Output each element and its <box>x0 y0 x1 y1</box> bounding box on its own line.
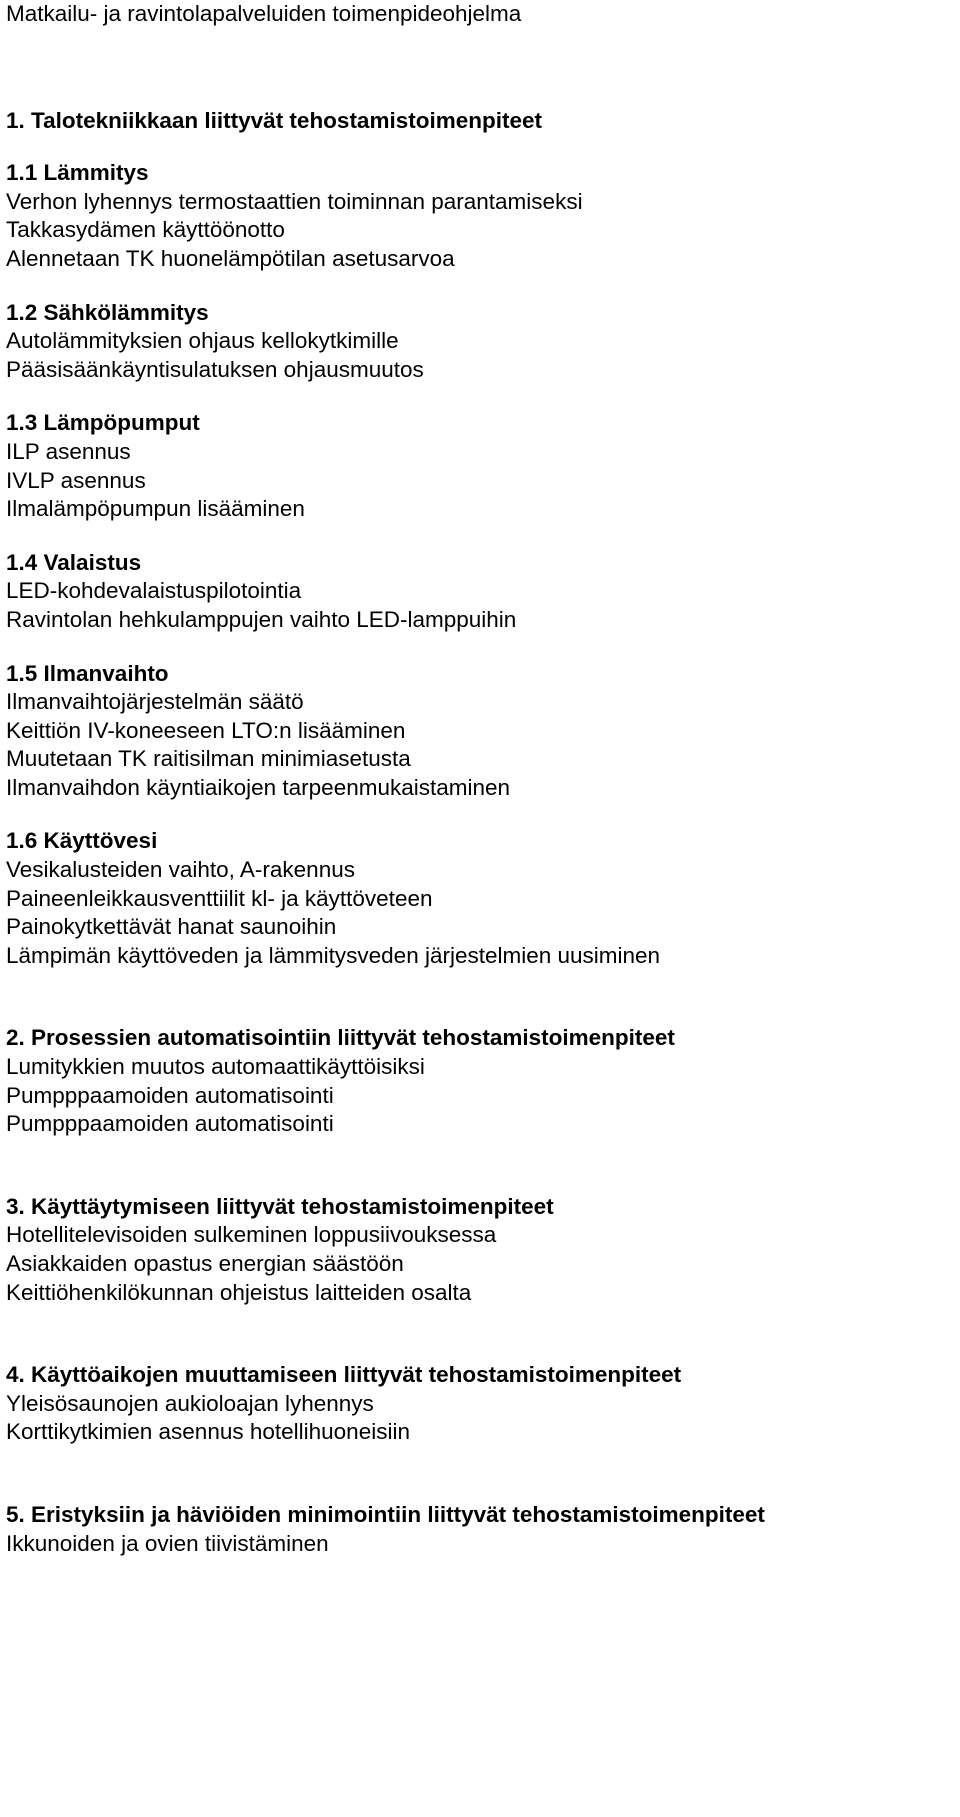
subsection-1-4 <box>6 549 956 635</box>
subsection-1-1 <box>6 159 956 273</box>
list-item: Pääsisäänkäyntisulatuksen ohjausmuutos <box>6 356 424 382</box>
list-item: Hotellitelevisoiden sulkeminen loppusiivouksessa <box>6 1222 497 1248</box>
subsection-heading: 1.2 Sähkölämmitys <box>6 299 209 325</box>
list-item: Yleisösaunojen aukioloajan lyhennys <box>6 1390 374 1416</box>
subsection-heading: 1.1 Lämmitys <box>6 160 149 186</box>
list-item: Keittiön IV-koneeseen LTO:n lisääminen <box>6 717 406 743</box>
document-body <box>6 0 956 1558</box>
section-4 <box>6 1361 956 1447</box>
list-item: Pumpppaamoiden automatisointi <box>6 1082 334 1108</box>
section-5 <box>6 1501 956 1558</box>
list-item: Lämpimän käyttöveden ja lämmitysveden järjestelmien uusiminen <box>6 942 661 968</box>
list-item: ILP asennus <box>6 438 131 464</box>
list-item: Autolämmityksien ohjaus kellokytkimille <box>6 328 399 354</box>
list-item: Ravintolan hehkulamppujen vaihto LED-lamppuihin <box>6 606 517 632</box>
section-1 <box>6 107 956 971</box>
list-item: Pumpppaamoiden automatisointi <box>6 1111 334 1137</box>
list-item: Muutetaan TK raitisilman minimiasetusta <box>6 746 411 772</box>
list-item: Ilmalämpöpumpun lisääminen <box>6 496 305 522</box>
list-item: Asiakkaiden opastus energian säästöön <box>6 1251 404 1276</box>
list-item: Keittiöhenkilökunnan ohjeistus laitteiden osalta <box>6 1279 472 1305</box>
list-item: Painokytkettävät hanat saunoihin <box>6 914 337 940</box>
list-item: Paineenleikkausventtiilit kl- ja käyttöveteen <box>6 885 433 911</box>
subsection-heading: 1.5 Ilmanvaihto <box>6 660 169 686</box>
list-item: Ikkunoiden ja ovien tiivistäminen <box>6 1530 329 1556</box>
subsection-1-6 <box>6 827 956 970</box>
section-2-heading: 2. Prosessien automatisointiin liittyvät tehostamistoimenpiteet <box>6 1025 675 1051</box>
section-1-heading: 1. Talotekniikkaan liittyvät tehostamistoimenpiteet <box>6 107 542 133</box>
subsection-heading: 1.3 Lämpöpumput <box>6 410 200 436</box>
section-5-heading: 5. Eristyksiin ja häviöiden minimointiin liittyvät tehostamistoimenpiteet <box>6 1501 765 1527</box>
list-item: Verhon lyhennys termostaattien toiminnan parantamiseksi <box>6 188 583 214</box>
list-item: Takkasydämen käyttöönotto <box>6 217 285 243</box>
list-item: Lumitykkien muutos automaattikäyttöisiksi <box>6 1054 425 1080</box>
section-3 <box>6 1193 956 1307</box>
document-title: Matkailu- ja ravintolapalveluiden toimenpideohjelma <box>6 1 522 26</box>
subsection-1-3 <box>6 409 956 523</box>
list-item: Korttikytkimien asennus hotellihuoneisiin <box>6 1419 410 1445</box>
section-2 <box>6 1024 956 1138</box>
section-3-heading: 3. Käyttäytymiseen liittyvät tehostamistoimenpiteet <box>6 1193 554 1219</box>
list-item: LED-kohdevalaistuspilotointia <box>6 578 302 604</box>
list-item: Ilmanvaihdon käyntiaikojen tarpeenmukaistaminen <box>6 774 511 800</box>
list-item: IVLP asennus <box>6 467 146 493</box>
subsection-heading: 1.4 Valaistus <box>6 549 142 575</box>
subsection-1-2 <box>6 299 956 385</box>
list-item: Alennetaan TK huonelämpötilan asetusarvoa <box>6 245 455 271</box>
subsection-1-5 <box>6 660 956 803</box>
list-item: Ilmanvaihtojärjestelmän säätö <box>6 689 304 715</box>
subsection-heading: 1.6 Käyttövesi <box>6 828 158 854</box>
section-4-heading: 4. Käyttöaikojen muuttamiseen liittyvät tehostamistoimenpiteet <box>6 1362 682 1388</box>
list-item: Vesikalusteiden vaihto, A-rakennus <box>6 857 355 883</box>
